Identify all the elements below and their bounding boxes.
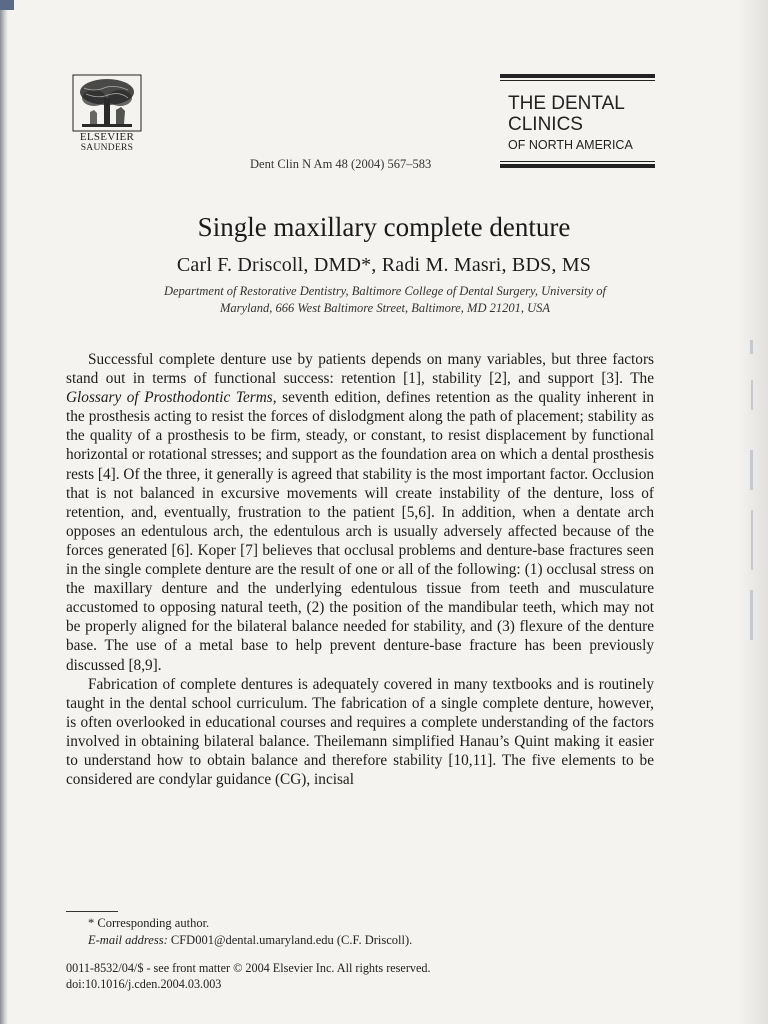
- glossary-title: Glossary of Prosthodontic Terms: [66, 389, 273, 407]
- masthead-rule-bottom: [500, 164, 655, 168]
- affiliation-line1: Department of Restorative Dentistry, Baltimore College of Dental Surgery, University of: [163, 284, 607, 298]
- journal-masthead: [500, 74, 655, 168]
- paragraph-1-text-a: Successful complete denture use by patients depends on many variables, but three factors stand out in terms of functional success: retention [1], stability [2], and support [3]. The: [66, 351, 654, 388]
- publisher-name: ELSEVIER: [79, 131, 135, 143]
- article-body: [66, 350, 654, 789]
- email-note: [88, 932, 412, 949]
- corresponding-author-note: * Corresponding author.: [88, 916, 210, 930]
- article-authors: Carl F. Driscoll, DMD*, Radi M. Masri, BDS, MS: [176, 254, 592, 276]
- issn-copyright-line: 0011-8532/04/$ - see front matter © 2004 Elsevier Inc. All rights reserved.: [66, 961, 431, 975]
- binding-edge: [0, 0, 14, 10]
- elsevier-logo: [70, 74, 144, 153]
- journal-title-line2: CLINICS: [508, 114, 583, 135]
- affiliation-line2: Maryland, 666 West Baltimore Street, Baltimore, MD 21201, USA: [219, 301, 551, 315]
- show-through-marks: [744, 340, 760, 680]
- doi-line: doi:10.1016/j.cden.2004.03.003: [66, 977, 222, 991]
- tree-icon: [72, 74, 142, 132]
- binding-gutter: [0, 0, 8, 1024]
- body-paragraph-1: [66, 350, 654, 675]
- footnote-divider: [66, 911, 118, 912]
- journal-citation: Dent Clin N Am 48 (2004) 567–583: [250, 157, 432, 171]
- masthead-rule-top-thin: [500, 80, 655, 81]
- email-address: CFD001@dental.umaryland.edu (C.F. Driscoll).: [167, 933, 413, 947]
- imprint-name: SAUNDERS: [80, 143, 134, 153]
- paragraph-1-text-b: , seventh edition, defines retention as the quality inherent in the prosthesis acting to resist the forces of dislodgment along the path of placement; stability as the quality of a prosthesis to be firm, steady, or constant, to resist displacement by functional horizontal or rotational stresses; and support as the foundation area on which a dental prosthesis rests [4]. Of the three, it generally is agreed that stability is the most important factor. Occlusion that is not balanced in excursive movements will create instability of the denture, loss of retention, and, eventually, frustration to the patient [5,6]. In addition, when a dentate arch opposes an edentulous arch, the edentulous arch is usually adversely affected because of the forces generated [6]. Koper [7] believes that occlusal problems and denture-base fractures seen in the single complete denture are the result of one or all of the following: (1) occlusal stress on the maxillary denture and the underlying edentulous tissue from teeth and musculature accustomed to opposing natural teeth, (2) the position of the mandibular teeth, which may not be properly aligned for the bilateral balance needed for stability, and (3) flexure of the denture base. The use of a metal base to help prevent denture-base fracture has been previously discussed [8,9].: [66, 389, 654, 674]
- masthead-rule-bottom-thin: [500, 161, 655, 162]
- article-title: Single maxillary complete denture: [197, 212, 571, 242]
- footnote: [88, 915, 412, 949]
- copyright-block: [66, 960, 431, 992]
- body-paragraph-2: Fabrication of complete dentures is adequately covered in many textbooks and is routinely taught in the dental school curriculum. The fabrication of a single complete denture, however, is often overlooked in educational courses and requires a complete understanding of the factors involved in obtaining bilateral balance. Theilemann simplified Hanau’s Quint making it easier to understand how to obtain balance and therefore stability [10,11]. The five elements to be considered are condylar guidance (CG), incisal: [66, 675, 654, 789]
- email-label: E-mail address:: [88, 933, 168, 947]
- journal-title-line1: THE DENTAL: [508, 93, 625, 114]
- author-affiliation: [80, 283, 690, 317]
- journal-title-line3: OF NORTH AMERICA: [508, 138, 633, 152]
- masthead-rule-top: [500, 74, 655, 78]
